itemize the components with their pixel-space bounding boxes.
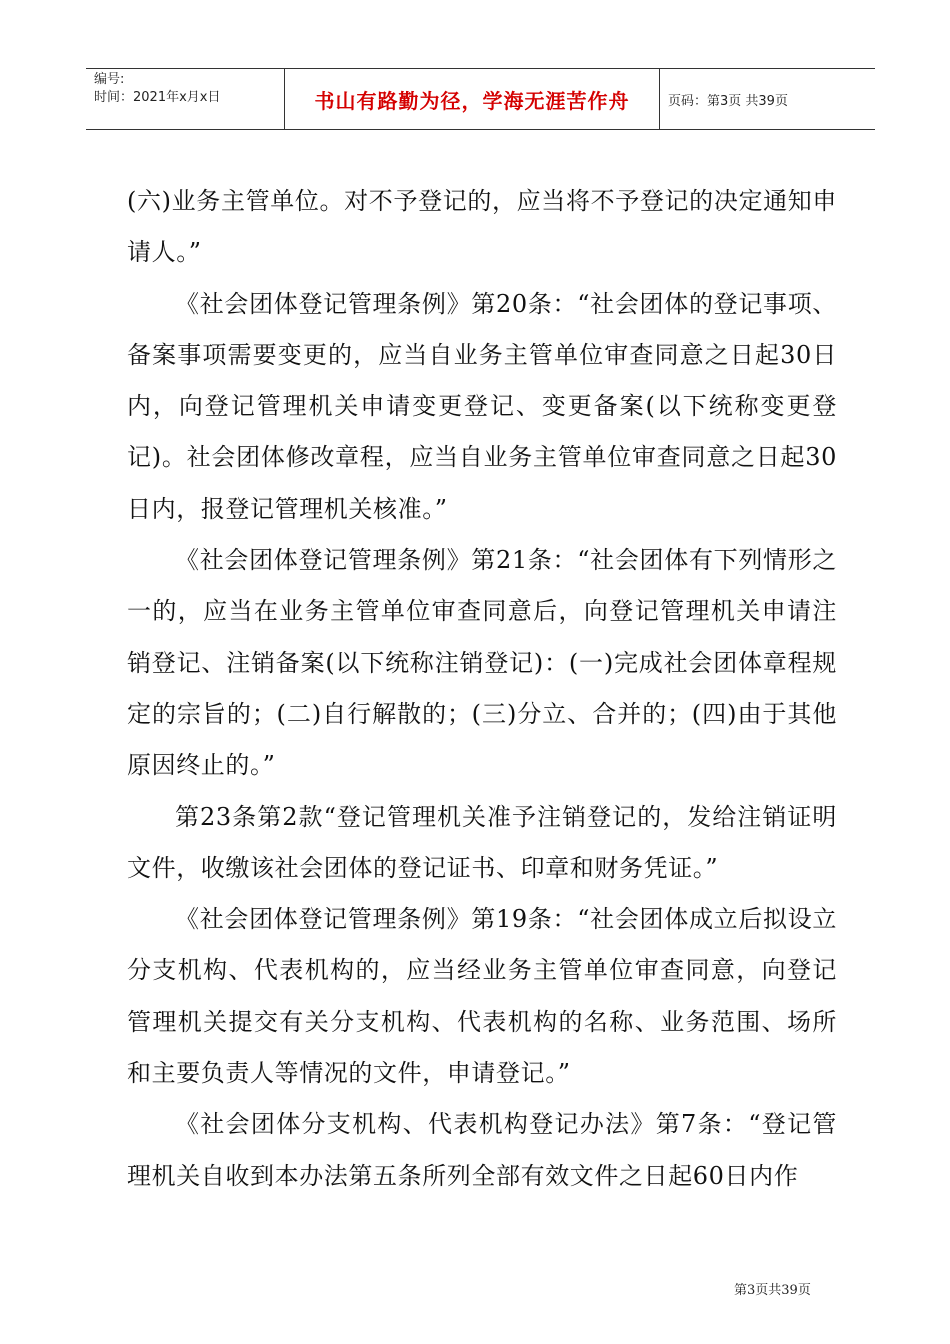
paragraph: 《社会团体登记管理条例》第19条：“社会团体成立后拟设立分支机构、代表机构的，应当经业务主管单位审查同意，向登记管理机关提交有关分支机构、代表机构的名称、业务范围、场所和主要负责人等情况的文件，申请登记。” bbox=[127, 905, 837, 1088]
document-body bbox=[127, 176, 837, 1202]
page-footer: 第3页共39页 bbox=[734, 1283, 811, 1298]
paragraph: 《社会团体分支机构、代表机构登记办法》第7条：“登记管理机关自收到本办法第五条所列全部有效文件之日起60日内作 bbox=[127, 1110, 837, 1190]
page-header bbox=[86, 68, 875, 130]
paragraph: 《社会团体登记管理条例》第20条：“社会团体的登记事项、备案事项需要变更的，应当自业务主管单位审查同意之日起30日内，向登记管理机关申请变更登记、变更备案(以下统称变更登记)。社会团体修改章程，应当自业务主管单位审查同意之日起30日内，报登记管理机关核准。” bbox=[127, 289, 837, 523]
paragraph: (六)业务主管单位。对不予登记的，应当将不予登记的决定通知申请人。” bbox=[127, 187, 837, 267]
time-label: 时间：2021年x月x日 bbox=[94, 90, 221, 105]
header-page-info: 页码：第3页 共39页 bbox=[668, 93, 788, 109]
header-motto: 书山有路勤为径，学海无涯苦作舟 bbox=[284, 69, 660, 129]
number-label: 编号: bbox=[94, 72, 125, 87]
paragraph: 第23条第2款“登记管理机关准予注销登记的，发给注销证明文件，收缴该社会团体的登记证书、印章和财务凭证。” bbox=[127, 802, 837, 882]
paragraph: 《社会团体登记管理条例》第21条：“社会团体有下列情形之一的，应当在业务主管单位审查同意后，向登记管理机关申请注销登记、注销备案(以下统称注销登记)：(一)完成社会团体章程规定的宗旨的；(二)自行解散的；(三)分立、合并的；(四)由于其他原因终止的。” bbox=[127, 546, 837, 780]
header-meta bbox=[86, 69, 284, 129]
